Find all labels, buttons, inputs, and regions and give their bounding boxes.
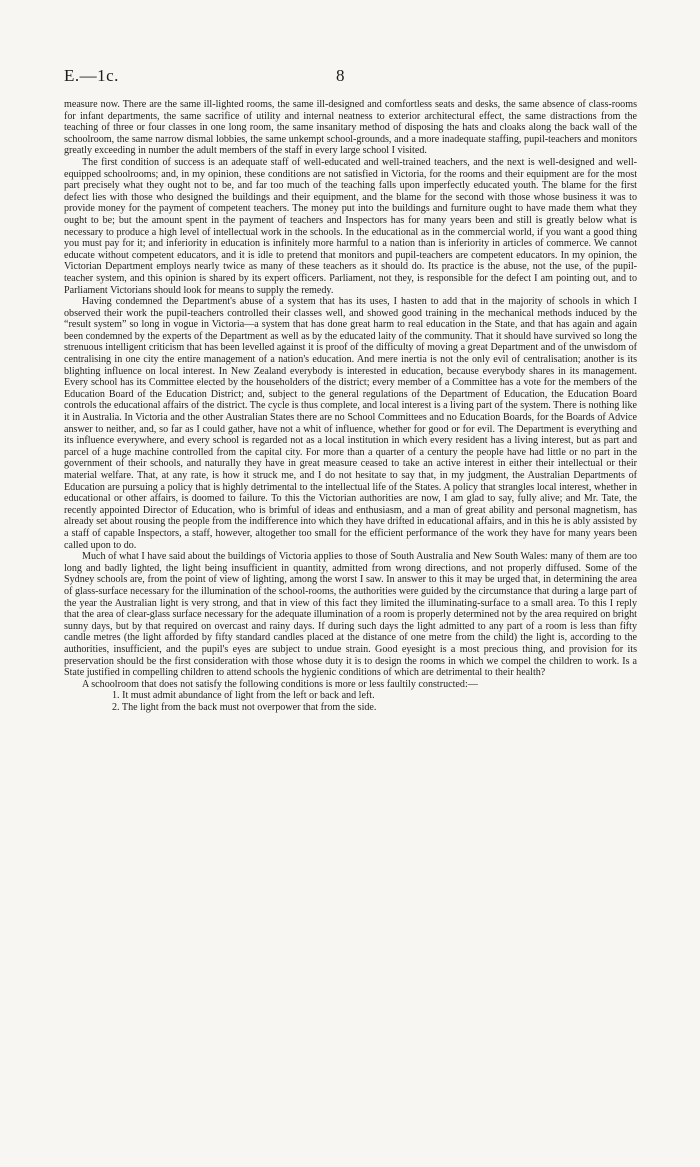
list-item: 1. It must admit abundance of light from the left or back and left. [112,690,375,702]
page-header [64,66,636,86]
page-number: 8 [336,66,345,85]
paragraph: A schoolroom that does not satisfy the following conditions is more or less faultily constructed:— [82,678,478,690]
document-code: E.—1c. [64,66,119,85]
conditions-list [64,690,637,713]
paragraph: measure now. There are the same ill-lighted rooms, the same ill-designed and comfortless seats and desks, the same absence of class-rooms for infant departments, the same sacrifice of utility and internal neatness to exterior architectural effect, the same distractions from the teaching of three or four classes in one long room, the same insanitary method of disposing the hats and cloaks along the back wall of the schoolroom, the same narrow dismal lobbies, the same unkempt school-grounds, and a more inadequate staffing, pupil-teachers and monitors greatly exceeding in number the adult members of the staff in every large school I visited. [64,99,637,157]
paragraph: The first condition of success is an adequate staff of well-educated and well-trained teachers, and the next is well-designed and well-equipped schoolrooms; and, in my opinion, these conditions are not satisfied in Victoria, for the rooms and their equipment are for the most part precisely what they ought not to be, and far too much of the teaching falls upon imperfectly educated youth. The blame for the first defect lies with those who designed the buildings and their equipment, and the blame for the second with those whose business it was to provide money for the payment of competent teachers. The money put into the buildings and furniture ought to have made them what they ought to be; but the amount spent in the payment of teachers and Inspectors has for many years been and still is greatly below what is necessary to produce a high level of intellectual work in the schools. In the educational as in the commercial world, if you want a good thing you must pay for it; and inferiority in education is infinitely more harmful to a nation than is inferiority in articles of commerce. We cannot educate without competent educators, and it is idle to pretend that monitors and pupil-teachers are competent educators. In my opinion, the Victorian Department employs nearly twice as many of these teachers as it should do. Its practice is the abuse, not the use, of the pupil-teacher system, and this opinion is shared by its expert officers. Parliament, not they, is responsible for the defect I am pointing out, and to Parliament Victorians should look for means to supply the remedy. [64,156,637,296]
body-text [64,99,637,713]
paragraph: Much of what I have said about the buildings of Victoria applies to those of South Australia and New South Wales: many of them are too long and badly lighted, the light being insufficient in quantity, admitted from wrong directions, and not properly diffused. Some of the Sydney schools are, from the point of view of lighting, among the worst I saw. In answer to this it may be urged that, in determining the area of glass-surface necessary for the illumination of the school-rooms, the authorities were guided by the circumstance that during a large part of the year the Australian light is very strong, and that in view of this fact they limited the illuminating-surface to a small area. To this I reply that the area of clear-glass surface necessary for the adequate illumination of a room is properly determined not by the area required on bright sunny days, but by that required on overcast and rainy days. If during such days the light admitted to any part of a room is less than fifty candle metres (the light afforded by fifty standard candles placed at the distance of one metre from the child) the light is, according to the authorities, insufficient, and the pupil's eyes are subject to undue strain. Good eyesight is a most precious thing, and provision for its preservation should be the first consideration with those whose duty it is to design the rooms in which we compel the children to work. Is a State justified in compelling children to attend schools the hygienic conditions of which are detrimental to their health? [64,551,637,679]
list-item: 2. The light from the back must not overpower that from the side. [112,701,377,713]
paragraph: Having condemned the Department's abuse of a system that has its uses, I hasten to add that in the majority of schools in which I observed their work the pupil-teachers controlled their classes well, and showed good training in the mechanical methods induced by the “result system” so long in vogue in Victoria—a system that has done great harm to real education in the State, and that has again and again been condemned by the experts of the Department as well as by the educated laity of the community. That it should have survived so long the strenuous intelligent criticism that has been levelled against it is proof of the difficulty of moving a great Department and of the unwisdom of centralising in one city the entire management of a nation's education. And mere inertia is not the only evil of centralisation; another is its blighting influence on local interest. In New Zealand everybody is interested in education, because everybody shares in its management. Every school has its Committee elected by the householders of the district; every member of a Committee has a vote for the members of the Education Board of the Education District; and, subject to the general regulations of the Department of Education, the Education Board controls the educational affairs of the district. The cycle is thus complete, and local interest is a living part of the system. There is nothing like it in Australia. In Victoria and the other Australian States there are no School Committees and no Education Boards, for the Boards of Advice answer to neither, and, so far as I could gather, have not a whit of influence, whether for good or for evil. The Department is everything and its influence everywhere, and every school is regarded not as a local institution in which every resident has a living interest, but as part and parcel of a huge machine controlled from the capital city. For more than a quarter of a century the people have had little or no part in the government of their schools, and naturally they have in great measure ceased to take an active interest in either their intellectual or their material welfare. That, at any rate, is how it struck me, and I do not hesitate to say that, in my judgment, the Australian Departments of Education are pursuing a policy that is highly detrimental to the intellectual life of the States. A policy that strangles local interest, whether in educational or other affairs, is doomed to failure. To this the Victorian authorities are now, I am glad to say, fully alive; and Mr. Tate, the recently appointed Director of Education, who is brimful of ideas and enthusiasm, and a man of great ability and personal magnetism, has already set about rousing the people from the indifference into which they have drifted in educational affairs, and in this he is ably assisted by a staff of capable Inspectors, a staff, however, altogether too small for the efficient performance of the work they have for many years been called upon to do. [64,296,637,551]
